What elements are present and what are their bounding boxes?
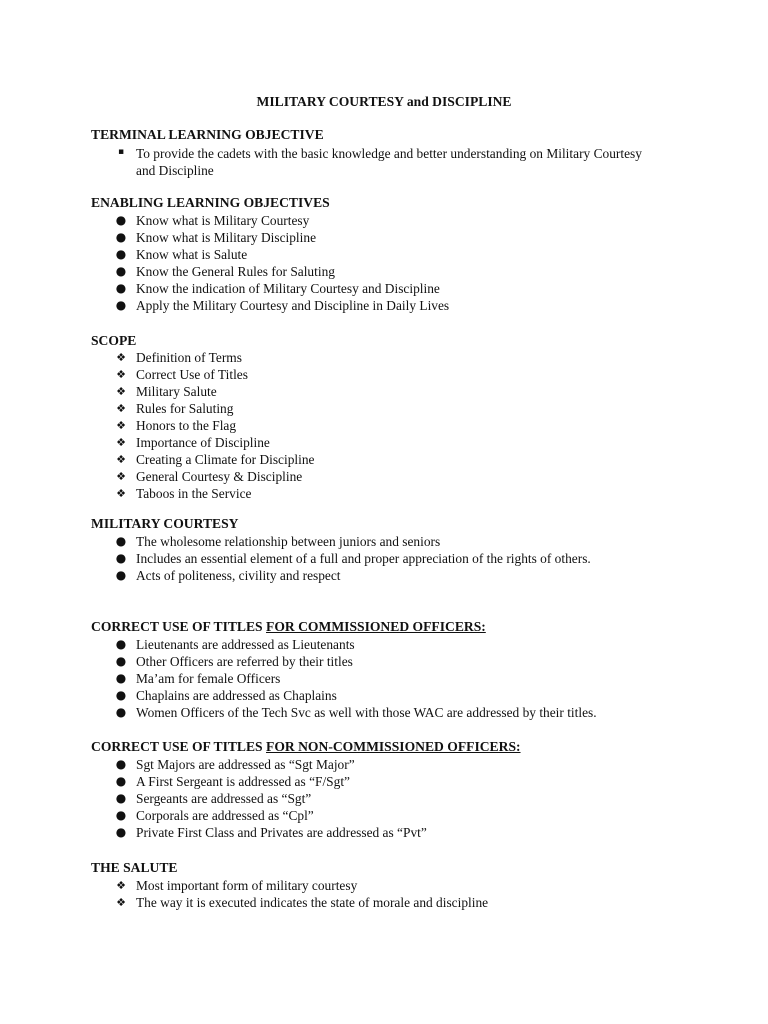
list-item-text: A First Sergeant is addressed as “F/Sgt”: [136, 774, 350, 789]
ncos-heading-underlined: FOR NON-COMMISSIONED OFFICERS:: [266, 739, 521, 754]
list-item: [91, 366, 691, 383]
list-item: [91, 297, 691, 314]
ncos-heading-prefix: CORRECT USE OF TITLES: [91, 739, 267, 754]
list-item: [91, 212, 691, 229]
diamond-bullet-icon: ❖: [116, 368, 126, 381]
bullet-icon: ●: [115, 654, 127, 668]
tlo-heading: TERMINAL LEARNING OBJECTIVE: [91, 127, 324, 142]
scope-list: [91, 349, 691, 502]
list-item-text: Military Salute: [136, 384, 217, 399]
list-item-text: Includes an essential element of a full and proper appreciation of the rights of others.: [136, 551, 591, 566]
diamond-bullet-icon: ❖: [116, 402, 126, 415]
list-item: [91, 229, 691, 246]
list-item: [91, 756, 691, 773]
bullet-icon: ●: [115, 705, 127, 719]
bullet-icon: ●: [115, 671, 127, 685]
diamond-bullet-icon: ❖: [116, 419, 126, 432]
list-item-text: Know what is Military Discipline: [136, 230, 317, 245]
list-item: [91, 145, 656, 179]
list-item: [91, 670, 691, 687]
list-item-text: Definition of Terms: [136, 350, 242, 365]
bullet-icon: ●: [115, 298, 127, 312]
list-item: [91, 533, 691, 550]
list-item-text: Acts of politeness, civility and respect: [136, 568, 341, 583]
salute-heading: THE SALUTE: [91, 860, 178, 875]
list-item-text: To provide the cadets with the basic knowledge and better understanding on Military Courtesy and Discipline: [136, 146, 642, 178]
list-item: [91, 807, 691, 824]
bullet-icon: ●: [115, 247, 127, 261]
list-item-text: Creating a Climate for Discipline: [136, 452, 315, 467]
list-item-text: Women Officers of the Tech Svc as well with those WAC are addressed by their titles.: [136, 705, 597, 720]
bullet-icon: ●: [115, 534, 127, 548]
document-title: MILITARY COURTESY and DISCIPLINE: [256, 94, 512, 109]
list-item: [91, 400, 691, 417]
diamond-bullet-icon: ❖: [116, 879, 126, 892]
list-item-text: Ma’am for female Officers: [136, 671, 281, 686]
list-item-text: Sergeants are addressed as “Sgt”: [136, 791, 312, 806]
bullet-icon: ●: [115, 808, 127, 822]
list-item: [91, 417, 691, 434]
list-item-text: Correct Use of Titles: [136, 367, 248, 382]
diamond-bullet-icon: ❖: [116, 436, 126, 449]
list-item-text: Know what is Military Courtesy: [136, 213, 310, 228]
list-item: [91, 704, 691, 721]
list-item: [91, 550, 691, 567]
list-item-text: Know the indication of Military Courtesy and Discipline: [136, 281, 440, 296]
list-item-text: Apply the Military Courtesy and Discipline in Daily Lives: [136, 298, 450, 313]
bullet-icon: ●: [115, 757, 127, 771]
list-item: [91, 349, 691, 366]
list-item: [91, 773, 691, 790]
list-item: [91, 567, 691, 584]
list-item: [91, 824, 691, 841]
list-item: [91, 451, 691, 468]
ncos-heading: [91, 739, 521, 755]
bullet-icon: ●: [115, 774, 127, 788]
list-item-text: Rules for Saluting: [136, 401, 234, 416]
list-item: [91, 263, 691, 280]
list-item: [91, 636, 691, 653]
bullet-icon: ●: [115, 213, 127, 227]
bullet-icon: ●: [115, 791, 127, 805]
list-item-text: Importance of Discipline: [136, 435, 270, 450]
tlo-list: [91, 145, 691, 179]
list-item-text: The way it is executed indicates the state of morale and discipline: [136, 895, 489, 910]
list-item: [91, 687, 691, 704]
list-item-text: Lieutenants are addressed as Lieutenants: [136, 637, 355, 652]
diamond-bullet-icon: ❖: [116, 896, 126, 909]
list-item-text: Sgt Majors are addressed as “Sgt Major”: [136, 757, 355, 772]
list-item: [91, 434, 691, 451]
courtesy-heading: MILITARY COURTESY: [91, 516, 239, 531]
list-item-text: Honors to the Flag: [136, 418, 237, 433]
diamond-bullet-icon: ❖: [116, 487, 126, 500]
elo-heading: ENABLING LEARNING OBJECTIVES: [91, 195, 330, 210]
officers-heading: [91, 619, 486, 635]
list-item: [91, 894, 691, 911]
bullet-icon: ●: [115, 688, 127, 702]
list-item: [91, 383, 691, 400]
list-item: [91, 877, 691, 894]
square-bullet-icon: ▪: [117, 147, 125, 157]
list-item-text: Chaplains are addressed as Chaplains: [136, 688, 337, 703]
list-item: [91, 280, 691, 297]
list-item-text: Corporals are addressed as “Cpl”: [136, 808, 314, 823]
scope-heading: SCOPE: [91, 333, 137, 348]
list-item: [91, 468, 691, 485]
diamond-bullet-icon: ❖: [116, 385, 126, 398]
officers-heading-underlined: FOR COMMISSIONED OFFICERS:: [266, 619, 486, 634]
list-item-text: Other Officers are referred by their titles: [136, 654, 353, 669]
list-item: [91, 790, 691, 807]
diamond-bullet-icon: ❖: [116, 351, 126, 364]
bullet-icon: ●: [115, 568, 127, 582]
list-item-text: The wholesome relationship between juniors and seniors: [136, 534, 441, 549]
list-item-text: Most important form of military courtesy: [136, 878, 358, 893]
bullet-icon: ●: [115, 230, 127, 244]
list-item-text: Know what is Salute: [136, 247, 248, 262]
courtesy-list: [91, 533, 691, 584]
list-item: [91, 653, 691, 670]
bullet-icon: ●: [115, 551, 127, 565]
diamond-bullet-icon: ❖: [116, 470, 126, 483]
bullet-icon: ●: [115, 637, 127, 651]
diamond-bullet-icon: ❖: [116, 453, 126, 466]
list-item-text: Taboos in the Service: [136, 486, 252, 501]
bullet-icon: ●: [115, 264, 127, 278]
officers-list: [91, 636, 691, 721]
elo-list: [91, 212, 691, 314]
bullet-icon: ●: [115, 281, 127, 295]
list-item: [91, 246, 691, 263]
bullet-icon: ●: [115, 825, 127, 839]
list-item: [91, 485, 691, 502]
list-item-text: Know the General Rules for Saluting: [136, 264, 335, 279]
ncos-list: [91, 756, 691, 841]
officers-heading-prefix: CORRECT USE OF TITLES: [91, 619, 267, 634]
list-item-text: Private First Class and Privates are addressed as “Pvt”: [136, 825, 427, 840]
salute-list: [91, 877, 691, 911]
list-item-text: General Courtesy & Discipline: [136, 469, 303, 484]
